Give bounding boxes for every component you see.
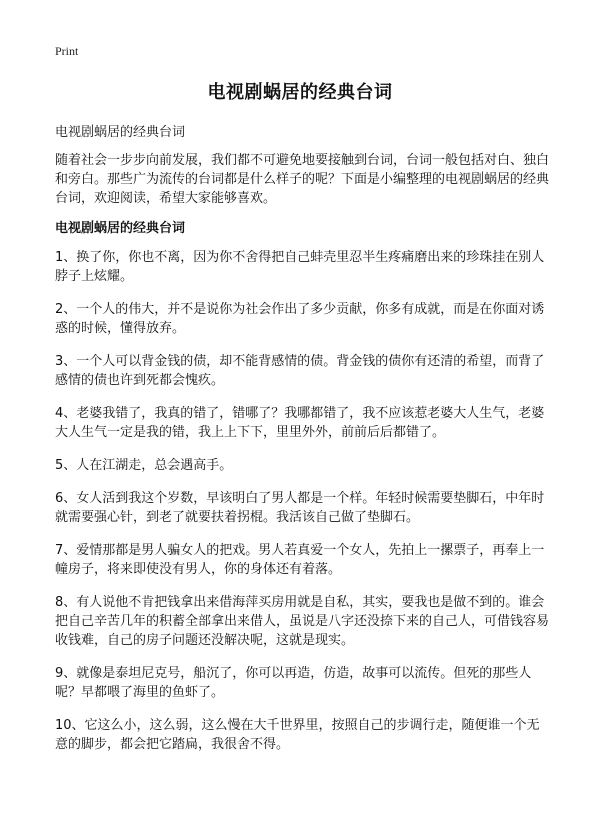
intro-paragraph: 随着社会一步步向前发展，我们都不可避免地要接触到台词，台词一般包括对白、独白和旁白。那些广为流传的台词都是什么样子的呢？下面是小编整理的电视剧蜗居的经典台词，欢迎阅读，希望大家能够喜欢。 bbox=[55, 153, 550, 206]
print-link[interactable]: Print bbox=[55, 44, 79, 58]
quote-item: 8、有人说他不肯把钱拿出来借海萍买房用就是自私，其实，要我也是做不到的。谁会把自己辛苦几年的积蓄全部拿出来借人，虽说是八字还没捺下来的自己人，可借钱容易收钱难，自己的房子问题还没解决呢，这就是现实。 bbox=[55, 595, 550, 648]
quote-item: 10、它这么小，这么弱，这么慢在大千世界里，按照自己的步调行走，随便谁一个无意的脚步，都会把它踏扁，我很舍不得。 bbox=[55, 718, 540, 752]
quote-item: 1、换了你，你也不离，因为你不舍得把自己蚌壳里忍半生疼痛磨出来的珍珠挂在别人脖子上炫耀。 bbox=[55, 250, 545, 284]
quote-item: 2、一个人的伟大，并不是说你为社会作出了多少贡献，你多有成就，而是在你面对诱惑的时候，懂得放弃。 bbox=[55, 302, 545, 336]
page-title: 电视剧蜗居的经典台词 bbox=[207, 82, 393, 103]
quote-item: 4、老婆我错了，我真的错了，错哪了？我哪都错了，我不应该惹老婆大人生气，老婆大人生气一定是我的错，我上上下下，里里外外，前前后后都错了。 bbox=[55, 406, 545, 440]
subtitle: 电视剧蜗居的经典台词 bbox=[55, 125, 186, 140]
quote-item: 3、一个人可以背金钱的债，却不能背感情的债。背金钱的债你有还清的希望，而背了感情的债也许到死都会愧疚。 bbox=[55, 354, 545, 388]
quote-item: 7、爱情那都是男人骗女人的把戏。男人若真爱一个女人，先拍上一摞票子，再奉上一幢房子，将来即使没有男人，你的身体还有着落。 bbox=[55, 543, 545, 577]
quote-item: 5、人在江湖走，总会遇高手。 bbox=[55, 458, 233, 473]
quote-list bbox=[55, 248, 552, 768]
quote-item: 9、就像是泰坦尼克号，船沉了，你可以再造，仿造，故事可以流传。但死的那些人呢？早都喂了海里的鱼虾了。 bbox=[55, 666, 532, 700]
quote-item: 6、女人活到我这个岁数，早该明白了男人都是一个样。年轻时候需要垫脚石，中年时就需要强心针，到老了就要扶着拐棍。我活该自己做了垫脚石。 bbox=[55, 491, 545, 525]
section-heading: 电视剧蜗居的经典台词 bbox=[55, 221, 186, 236]
